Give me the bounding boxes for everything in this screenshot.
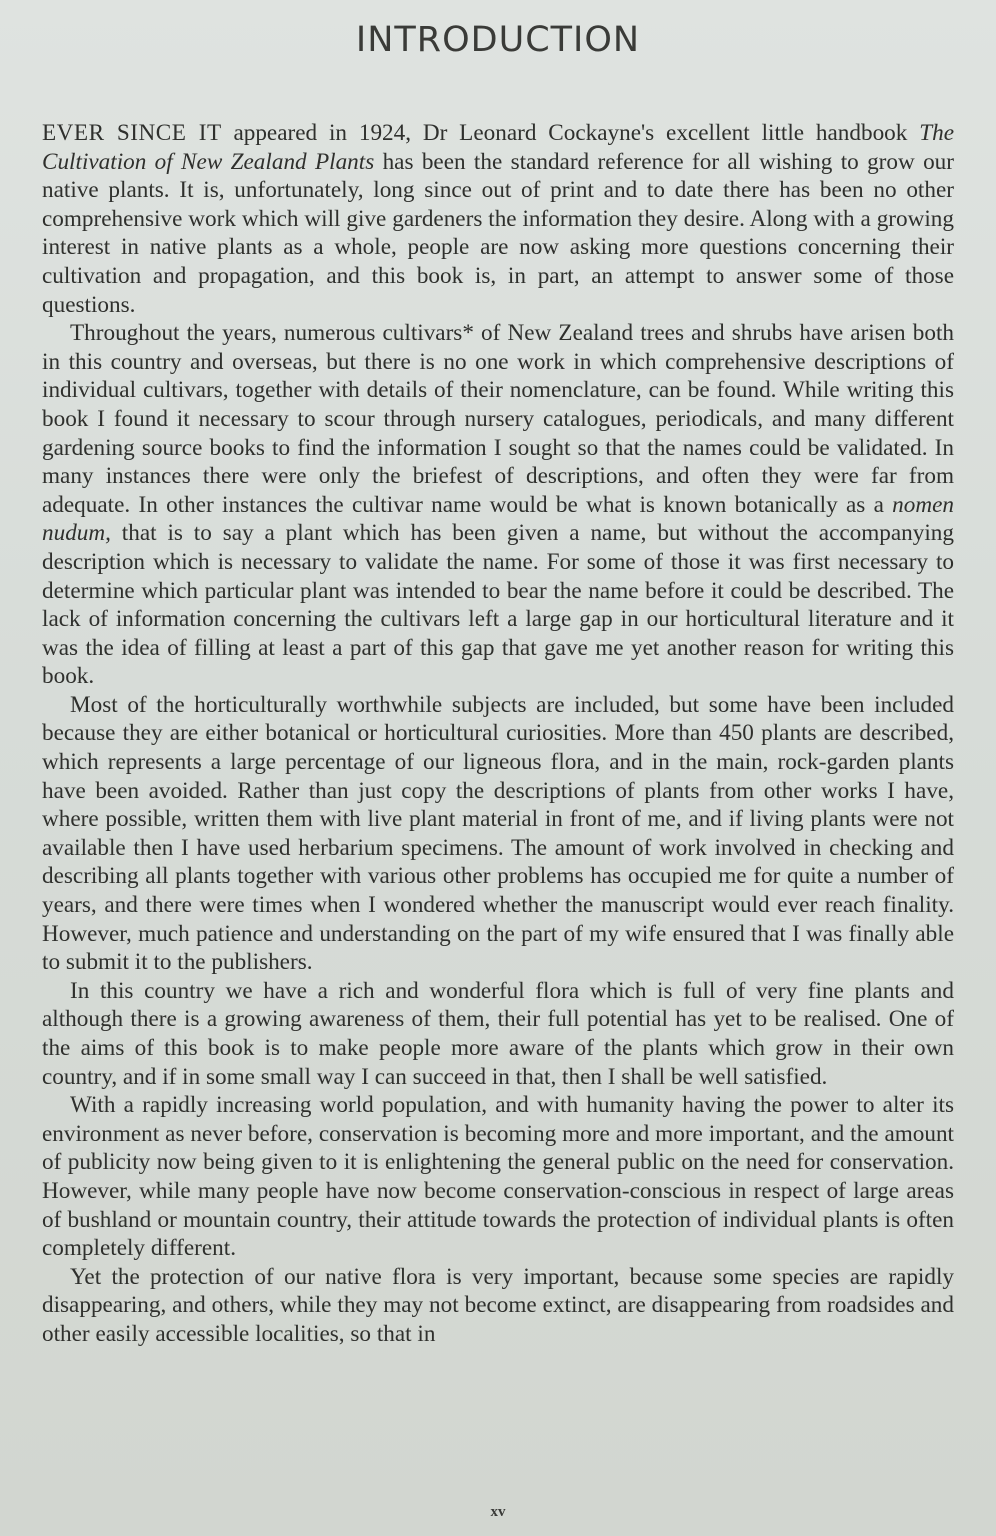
paragraph-text: that is to say a plant which has been given a name, but without the accompanying description which is necessary to validate the name. For some of those it was first necessary to determine which particular plant was intended to bear the name before it could be described. The lack of information concerning the cultivars left a large gap in our horticultural literature and it was the idea of filling at least a part of this gap that gave me yet another reason for writing this book. xyxy=(42,520,954,690)
body-text xyxy=(42,119,954,1349)
paragraph-4: In this country we have a rich and wonderful flora which is full of very fine plants and although there is a growing awareness of them, their full potential has yet to be realised. One of the aims of this book is to make people more aware of the plants which grow in their own country, and if in some small way I can succeed in that, then I shall be well satisfied. xyxy=(42,977,954,1090)
paragraph-text: Throughout the years, numerous cultivars* of New Zealand trees and shrubs have arisen both in this country and overseas, but there is no one work in which comprehensive descriptions of individual cultivars, together with details of their nomenclature, can be found. While writing this book I found it necessary to scour through nursery catalogues, periodicals, and many different gardening source books to find the information I sought so that the names could be validated. In many instances there were only the briefest of descriptions, and often they were far from adequate. In other instances the cultivar name would be what is known botanically as a xyxy=(42,320,954,518)
paragraph-text: appeared in 1924, Dr Leonard Cockayne's excellent little handbook xyxy=(221,120,920,146)
book-title-italic: The Cultivation of New Zealand Plants xyxy=(42,120,954,175)
paragraph-5: With a rapidly increasing world population, and with humanity having the power to alter its environment as never before, conservation is becoming more and more important, and the amount of publicity now being given to it is enlightening the general public on the need for conservation. However, while many people have now become conservation-conscious in respect of large areas of bushland or mountain country, their attitude towards the protection of individual plants is often completely different. xyxy=(42,1092,954,1262)
paragraph-6: Yet the protection of our native flora is very important, because some species are rapidly disappearing, and others, while they may not become extinct, are disappearing from roadsides and other easily accessible localities, so that in xyxy=(42,1263,954,1347)
paragraph-1 xyxy=(42,119,954,319)
page-number: xv xyxy=(490,1504,506,1520)
page-title: INTRODUCTION xyxy=(355,20,641,60)
paragraph-3: Most of the horticulturally worthwhile subjects are included, but some have been included because they are either botanical or horticultural curiosities. More than 450 plants are described, which represents a large percentage of our ligneous flora, and in the main, rock-garden plants have been avoided. Rather than just copy the descriptions of plants from other works I have, where possible, written them with live plant material in front of me, and if living plants were not available then I have used herbarium specimens. The amount of work involved in checking and describing all plants together with various other problems has occupied me for quite a number of years, and there were times when I wondered whether the manuscript would ever reach finality. However, much patience and understanding on the part of my wife ensured that I was finally able to submit it to the publishers. xyxy=(42,691,954,976)
paragraph-2 xyxy=(42,319,954,691)
paragraph-lead-caps: EVER SINCE IT xyxy=(42,120,222,146)
latin-term-italic: nomen nudum, xyxy=(42,491,954,547)
paragraph-text: has been the standard reference for all wishing to grow our native plants. It is, unfortunately, long since out of print and to date there has been no other comprehensive work which will give gardeners the information they desire. Along with a growing interest in native plants as a whole, people are now asking more questions concerning their cultivation and propagation, and this book is, in part, an attempt to answer some of those questions. xyxy=(42,148,954,318)
